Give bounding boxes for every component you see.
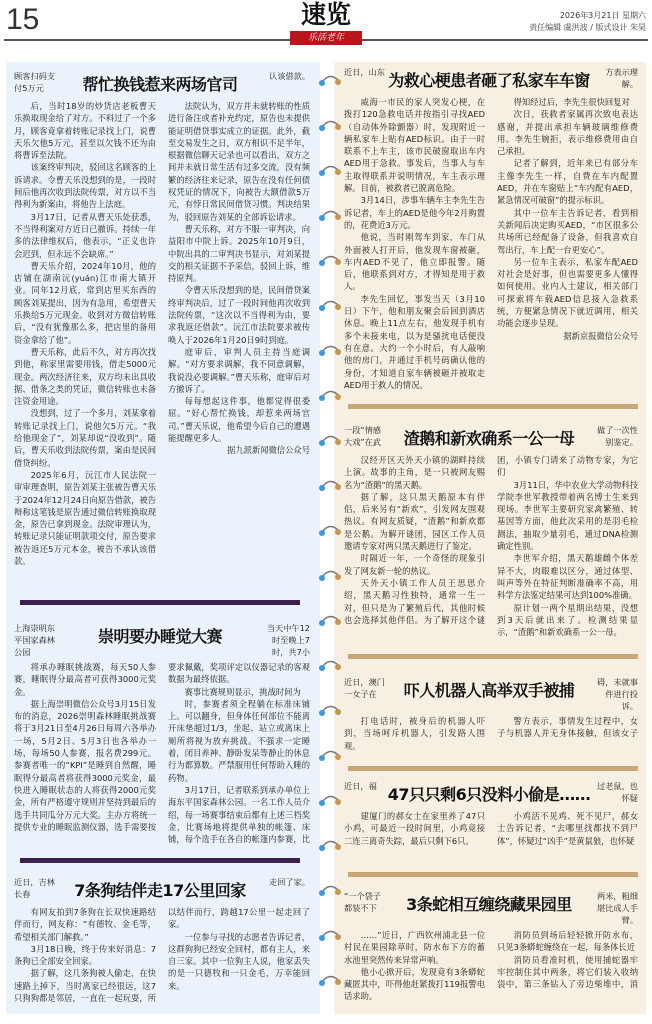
article-paragraph: 一位参与寻找的志愿者告诉记者，这群狗狗已经安全回村，都有主人，来自三家。其中一位狗主人说，他家丢失的是一只德牧和一只金毛，万幸能回来。 [168,931,310,991]
article-lead-left: 顾客扫码支付5万元 [14,71,55,93]
binder-ring-icon [318,70,342,88]
article-head [344,66,638,96]
article [14,70,310,590]
article-paragraph: 消防员到场后轻轻掀开防水布，只见3条蟒蛇缠绕在一起，每条体长近 [497,930,638,953]
article-paragraph: 得知经过后，李先生很快回复对 [513,97,630,107]
binder-ring-icon [318,610,342,628]
article-body [344,454,638,650]
binder-ring-icon [318,205,342,223]
article [344,424,638,650]
article-paragraph: 小鸡活不见鸡、死不见尸，郝女士告诉记者，“去哪里找都找不到尸体”，怀疑过“凶手”是黄鼠狼，也怀疑 [497,811,638,846]
article-paragraph: 李世军介绍，黑天鹅雄雌个体差异不大，肉眼难以区分，通过体型、叫声等外在特征判断准确率不高，用科学方法鉴定结果可达到100%准确。 [497,553,638,601]
section-divider [348,654,638,659]
binder-ring-icon [318,115,342,133]
article-body [344,715,638,760]
article-paragraph: 将承办睡眠挑战赛，每天50人参赛，睡眠得分最高者可获得3000元奖金。 [14,662,156,697]
article-paragraph: 每每想起这件事，他都觉得很委屈。“好心帮忙换钱，却惹来两场官司。”曹天乐说，他希望今后自己的遭遇能提醒更多人。 [168,396,310,444]
binder-ring-icon [318,970,342,988]
article-lead-left: 近日，吉林长春 [14,877,55,899]
article-paragraph: 赛事比赛规则显示，挑战时间为 [184,686,301,697]
article-paragraph: 次日，获救者家属再次致电表达感谢，并提出承担车辆玻璃维修费用。李先生婉拒，表示维修费用由自己承担。 [497,109,638,157]
section-divider [20,858,300,863]
article-body [344,96,638,396]
article-head [14,70,310,100]
binder-ring-icon [318,160,342,178]
editors-credit: 责任编辑 虞洪波 / 版式设计 朱昊 [529,23,646,32]
article-lead-left: 一段“情感大戏”在武 [344,425,381,447]
article-paragraph: 李先生回忆，事发当天（3月10日）下午，他和朋友聚会后回到酒店休息。晚上11点左右，他发现手机有多个未接来电，以为是骚扰电话便没有在意。大约一个小时后，有人敲响他的房门，并通过手机号码确认他的身份，才知道自家车辆被砸并被取走AED用于救人的情况。 [344,293,485,390]
binder-ring-icon [318,250,342,268]
article-body [14,906,310,1010]
section-title: 速览 [300,0,351,29]
section-divider [20,600,300,605]
article-paragraph: 后，当时18岁的炒货店老板曹天乐换取现金给了对方。不料过了一个多月，顾客竟拿着转账记录找上门，说曹天乐欠他5万元，甚至以欠钱不还为由将曹诉至法院。 [14,101,156,161]
section-divider [348,404,638,409]
article-paragraph: 他小心掀开后，发现竟有3条蟒蛇藏匿其中，吓得他赶紧拨打119报警电话求助。 [344,966,485,1002]
article-paragraph: 曹天乐称，对方不服一审判决，向益阳市中院上诉。2025年10月9日，中院出具的二审判决书显示，对刘某提交的相关证据不予采信，驳回上诉，维持原判。 [168,223,310,284]
article [344,66,638,396]
article-paragraph: 据了解，这几条狗被人偷走，在快速路上掉下，当时离家已经很远，这7只狗狗都是邻居，一直在一起玩耍，所以结伴而行，跨越17公里一起走回了家。 [14,907,310,1004]
article-body [14,100,310,590]
article-title: 吓人机器人高举双手被捕 [403,681,575,700]
binder-ring-icon [318,745,342,763]
article [14,876,310,1010]
article-paragraph: 该案终审判决，驳回这名顾客的上诉请求。令曹天乐没想到的是，一段时间后他再次收到法院传票，对方以不当得利为新案由，将他告上法庭。 [14,162,156,210]
binder-ring-icon [318,385,342,403]
article-body [344,929,638,1010]
binder-ring-icon [318,295,342,313]
issue-info [529,10,646,34]
page-number: 15 [6,3,40,36]
article-lead-right: 当天中午12时至晚上7时，共7小 [266,623,310,657]
article-title: 崇明要办睡觉大赛 [97,627,222,646]
binder-ring-icon [318,835,342,853]
article-head [14,876,310,906]
article-lead-right: 碍，未就事件进行投诉。 [597,677,638,711]
article-paragraph: 法院认为，双方并未就转账的性质进行备注或者补充约定，原告也未提供能证明借贷事实成立的证据。此外，截至交易发生之日，双方相识不足半年，根据微信聊天记录也可以看出，双方之间并未就日常生活有过多交流，没有频繁的经济往来记录，原告在没有任何债权凭证的情况下，向被告大额借款5万元，有悖日常民间借贷习惯。判决结果为，驳回原告刘某的全部诉讼请求。 [168,101,310,222]
article-source: 据九派新闻微信公众号 [227,445,310,456]
article-body [14,661,310,850]
article [344,780,638,868]
section-divider [348,766,638,771]
article-lead-right: 过老鼠，也怀疑 [597,781,638,803]
article-paragraph: 他说，当时刚驾车到家，车门从外面被人打开后，他发现车窗被砸，车内AED不见了，他立即报警。随后，他联系到对方，才得知是用于救人。 [344,232,485,292]
article-lead-left: “一个袋子都装不下 [344,891,381,913]
article-paragraph: 警方表示，事情发生过程中，女子与机器人并无身体接触，但该女子 [497,716,638,739]
binder-ring-icon [318,475,342,493]
article-paragraph: 威海一市民的家人突发心梗，在拨打120急救电话并按指引寻找AED（自动体外除颤器）时，发现附近一辆私家车上贴有AED标识。由于一时联系不上车主，该市民破窗取出车内AED用于急救。事发后，当事人与车主取得联系并说明情况，车主表示理解。目前，被救者已脱离危险。 [344,97,485,194]
binder-ring-icon [318,430,342,448]
article-paragraph: 曹天乐称，此后不久，对方再次找到他，称家里需要用钱，借走5000元现金。两次经济往来，双方均未出具收据、借条之类的凭证，微信转账也未备注资金用途。 [14,346,156,407]
article-paragraph: 没想到，过了一个多月，刘某拿着转账记录找上门，说他欠5万元。“我给他现金了”，刘某却说“没收到”。随后，曹天乐收到法院传票，案由是民间借贷纠纷。 [14,408,156,468]
article-paragraph: 其中一位车主告诉记者，看到相关新闻后决定购买AED，“市区很多公共场所已经配备了设备，但我喜欢自驾出行，车上配一台更安心”。 [497,207,638,255]
article-paragraph: 消防员看准时机，使用捕蛇器牢牢控制住其中两条，将它们装入收纳袋中，第三条钻入了旁边柴堆中，消 [497,954,638,990]
issue-date: 2026年3月21日 星期六 [559,11,646,20]
section-divider [348,872,638,877]
article-paragraph: 据上海崇明微信公众号3月15日发布的消息，2026崇明森林睡眠挑战赛将于3月21日至4月26日每周六各举办一场，5月2日、5月3日也各举办一场，每场50人参赛，报名费299元。参赛者唯一的“KPI”是睡到自然醒，睡眠得分最高者将获得3000元奖金，最快进入睡眠状态的人将获得2000元奖金，所有严格遵守规则并坚持到最后的选手共同瓜分万元大奖。主办方将统一提供专业的睡眠监测仪器，选手需要按要求佩戴，奖项评定以仪器记录的客观数据为最终依据。 [14,662,310,832]
article-head [14,622,310,661]
article-paragraph: 3月14日，涉事车辆车主李先生告诉记者，车上的AED是他今年2月购置的，花费近3万元。 [344,195,485,230]
article-title: 3条蛇相互缠绕藏果园里 [406,895,572,914]
article-head [344,424,638,454]
article [14,622,310,850]
article-body [344,810,638,868]
binder-ring-icon [318,520,342,538]
article-paragraph: 3月11日，华中农业大学动物科技学院李世军教授带着两名博士生来到现场。李世军主要研究家禽繁殖、转基因等方面，他此次采用的是羽毛检测法，抽取少量羽毛，通过DNA检测确定性别。 [497,479,638,552]
article-paragraph: ……”近日，广西钦州浦北县一位村民在果园除草时，防水布下方的蓄水池里突然传来异常声响。 [344,930,485,965]
article-paragraph: 3月17日，记者联系到承办单位上海东平国家森林公园。一名工作人员介绍，每一场赛事结束后都有上述三档奖金，比赛场地将提供单独的帐篷、床铺，每个选手在各自的帐篷内参赛，比 [168,784,310,845]
binder-ring-icon [318,925,342,943]
article [344,676,638,760]
article-lead-right: 认该借款。 [269,71,310,81]
article-title: 帮忙换钱惹来两场官司 [82,75,238,94]
article-paragraph: 时，参赛者须全程躺在标准床铺上。可以翻身，但身体任何部位不能离开床垫超过1/3，坐起、站立或离床上厕所将视为放弃挑战。不强求一定睡着，闭目养神、静卧发呆等静止的休息行为都算数。严禁服用任何帮助入睡的药物。 [168,698,310,783]
article-paragraph: 有网友拍到7条狗在长双快速路结伴而行，网友称：“有德牧、金毛等，希望相关部门解救。” [14,907,156,942]
article-title: 7条狗结伴走17公里回家 [74,881,246,900]
binder-ring-icon [318,565,342,583]
article-paragraph: 打电话时，被身后的机器人吓到，当场呵斥机器人，引发路人围观。 [344,716,485,751]
article-paragraph: 曹天乐介绍，2024年10月，他的店铺在湖南沅(yuán)江市南大镇开业。同年12月底，常到店里买东西的顾客刘某提出，因为有急用，希望曹天乐换给5万元现金。收到对方微信转账后，“没有犹豫那么多，把店里的备用资金拿给了他”。 [14,260,156,345]
article-lead-left: 近日，澳门一女子在 [344,677,385,699]
binder-ring-icon [318,700,342,718]
article [344,890,638,1010]
binder-ring-icon [318,880,342,898]
article-title: 为救心梗患者砸了私家车车窗 [388,71,590,90]
article-paragraph: 据了解，这只黑天鹅原本有伴侣，后来另有“新欢”，引发网友围观热议。有网友质疑，“渣鹅”和新欢都是公鹅。为解开谜团，园区工作人员邀请专家对两只黑天鹅进行了鉴定。 [344,491,485,552]
article-paragraph: 记者了解到，近年来已有部分车主像李先生一样，自费在车内配置AED，并在车窗贴上“车内配有AED，紧急情况可破窗”的提示标识。 [497,158,638,206]
article-head [344,780,638,810]
article-lead-right: 方表示理解。 [605,67,638,89]
article-paragraph: 天外天小镇工作人员王思思介绍，黑天鹅习性独特，通常一生一对，但只是为了繁殖后代，其他时候也会选择其他伴侣。为了解开这个谜团，小镇专门请来了动物专家，为它们 [344,455,638,625]
article-paragraph: 令曹天乐没想到的是，民间借贷案终审判决后，过了一段时间他再次收到法院传票，“这次以不当得利为由，要求我返还借款”。沅江市法院要求被传唤人于2026年1月20日9时到庭。 [168,285,310,345]
article-lead-right: 走回了家。 [269,877,310,887]
article-head [344,890,638,929]
article-paragraph: 汉经开区天外天小镇的湖畔持续上演。故事的主角，是一只被网友赐名为“渣鹅”的黑天鹅。 [344,455,485,490]
article-paragraph: 3月18日晚，终于传来好消息：7条狗已全部安全回家。 [14,943,156,967]
article-paragraph: 建厦门的郝女士在家里养了47只小鸡，可最近一段时间里，小鸡竟接二连三离奇失踪，最后只剩下6只。 [344,811,485,846]
article-paragraph: 3月17日，记者从曹天乐处获悉，不当得利案对方近日已撤诉。持续一年多的法律维权后，他表示，“正义也许会迟到，但永远不会缺席。” [14,211,156,259]
article-lead-left: 近日，山东 [344,67,385,77]
article-title: 渣鹅和新欢确系一公一母 [403,429,575,448]
article-paragraph: 2025年6月，沅江市人民法院一审审理查明，原告刘某主张被告曹天乐于2024年12月24日向原告借款，被告辩称这笔钱是原告通过微信转账换取现金，原告已拿到现金。法院审理认为，转账记录只能证明款项交付，原告要求被告返还5万元本金，被告不承认该借款。 [14,469,156,566]
article-head [344,676,638,715]
article-lead-right: 做了一次性别鉴定。 [597,425,638,447]
binder-ring-icon [318,340,342,358]
article-lead-right: 两米，粗细堪比成人手臂。 [597,891,638,925]
article-paragraph: 时隔近一年，一个奇怪的现象引发了网友新一轮的热议。 [344,553,485,576]
column-logo: 乐活老年 [290,31,362,45]
binder-ring-icon [318,790,342,808]
article-source: 据新京报微信公众号 [563,330,638,341]
article-paragraph: 庭审后，审判人员主持当庭调解。“对方要求调解，我不同意调解，我说没必要调解。”曹天乐称，庭审后对方撤诉了。 [168,346,310,394]
article-paragraph: 原计划一两个星期出结果，没想到3天后就出来了。检测结果显示，“渣鹅”和新欢确系一公一母。 [497,602,638,638]
article-lead-left: 近日，福 [344,781,377,791]
article-lead-left: 上海崇明东平国家森林公园 [14,623,55,657]
binder-ring-icon [318,655,342,673]
article-title: 47只只剩6只没料小偷是…… [387,785,591,804]
article-paragraph: 另一位车主表示，私家车配AED对社会是好事，但也需要更多人懂得如何使用。业内人士建议，相关部门可探索将车载AED信息接入急救系统，方便紧急情况下就近调用，相关功能会逐步呈现。 [497,256,638,329]
